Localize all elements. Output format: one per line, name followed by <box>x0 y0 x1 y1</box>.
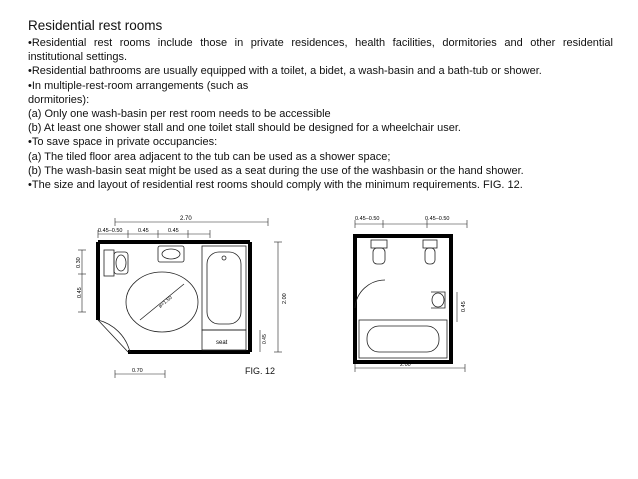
text-line: (a) The tiled floor area adjacent to the tub can be used as a shower space; <box>28 150 391 163</box>
text-line: •Residential bathrooms are usually equipped with a toilet, a bidet, a wash-basin and a bath-tub or shower. <box>28 65 542 78</box>
dim-height: 2.00 <box>282 293 288 304</box>
text-line: •Residential rest rooms include those in private residences, health facilities, dormitories and other residential <box>28 37 613 49</box>
text-block <box>28 18 613 192</box>
floor-plan-left <box>70 212 295 382</box>
text-line: •To save space in private occupancies: <box>28 136 218 149</box>
dim-mid-1: 0.45 <box>138 228 149 234</box>
dim-seat: 0.45 <box>262 334 268 344</box>
dim-total-width: 2.70 <box>180 216 192 222</box>
dim-side: 0.45 <box>461 301 467 312</box>
figure-caption: FIG. 12 <box>245 366 276 376</box>
dim-top-left: 0.45–0.50 <box>355 216 380 222</box>
dim-mid-2: 0.45 <box>168 228 179 234</box>
text-line: dormitories): <box>28 93 90 106</box>
dim-side-mid: 0.45 <box>77 287 83 298</box>
turning-circle-label: ø=1.50 <box>157 294 174 310</box>
text-line: (b) The wash-basin seat might be used as a seat during the use of the washbasin or the hand shower. <box>28 164 524 177</box>
text-line: institutional settings. <box>28 51 128 64</box>
dim-left-top: 0.45–0.50 <box>98 228 123 234</box>
text-line: (b) At least one shower stall and one toilet stall should be designed for a wheelchair user. <box>28 122 461 135</box>
floor-plan-right <box>345 212 475 377</box>
text-line: (a) Only one wash-basin per rest room needs to be accessible <box>28 108 331 121</box>
dim-top-right: 0.45–0.50 <box>425 216 450 222</box>
page-title: Residential rest rooms <box>28 18 163 33</box>
dim-side-top: 0.30 <box>76 257 82 268</box>
dim-door: 0.70 <box>132 368 143 374</box>
seat-label: seat <box>216 340 228 346</box>
text-line: •In multiple-rest-room arrangements (such as <box>28 79 249 92</box>
dim-bottom: 2.00 <box>400 362 411 368</box>
text-line: •The size and layout of residential rest rooms should comply with the minimum requirements. FIG. 12. <box>28 179 523 192</box>
